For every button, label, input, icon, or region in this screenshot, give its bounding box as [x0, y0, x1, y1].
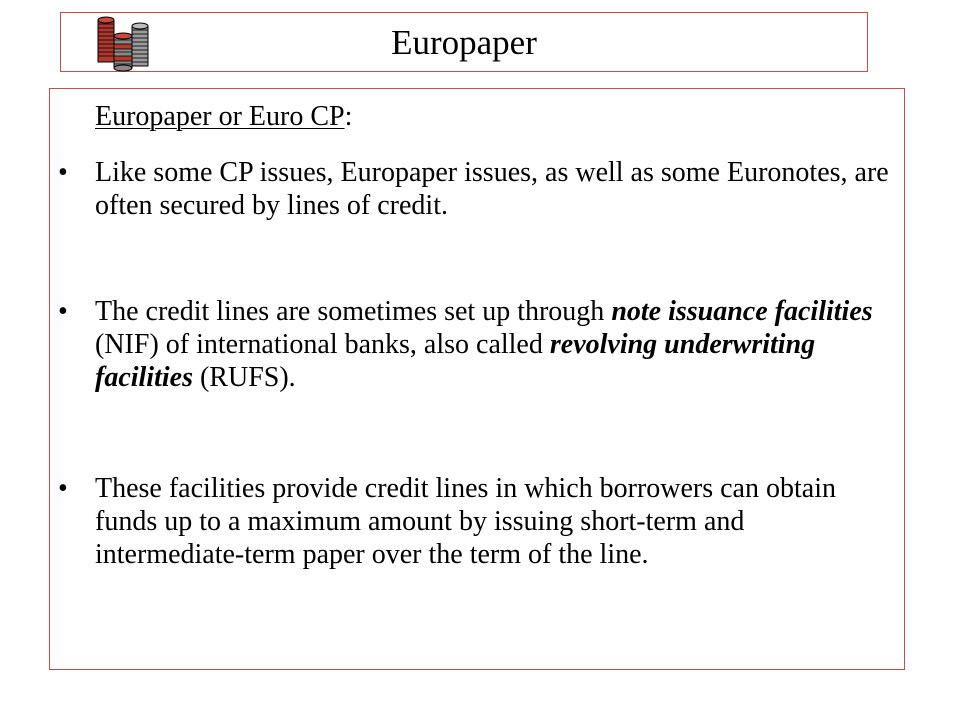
coin-stack-gray	[132, 23, 148, 66]
coin-stack-mixed	[114, 33, 132, 71]
bullet-item-3	[58, 472, 898, 571]
bullet-text	[95, 295, 898, 394]
title-box	[60, 12, 868, 72]
bullet-item-2	[58, 295, 898, 394]
emphasis-term: revolving underwriting facilities	[95, 329, 816, 393]
bullet-text-part: The credit lines are sometimes set up through	[95, 296, 612, 327]
subheading-label: Europaper or Euro CP	[95, 101, 345, 132]
coin-stacks-icon	[92, 14, 156, 72]
slide-title: Europaper	[391, 23, 537, 62]
bullet-marker: •	[58, 296, 68, 327]
bullet-text: These facilities provide credit lines in which borrowers can obtain funds up to a maximum amount by issuing short-term and intermediate-term paper over the term of the line.	[95, 473, 836, 570]
bullet-item-1	[58, 156, 898, 222]
bullet-marker: •	[58, 157, 68, 188]
emphasis-term: note issuance facilities	[611, 296, 873, 327]
subheading	[95, 100, 352, 134]
bullet-marker: •	[58, 473, 68, 504]
bullet-text-part: (NIF) of international banks, also called	[95, 329, 550, 360]
coin-stack-red-tall	[98, 17, 114, 62]
subheading-colon: :	[344, 101, 353, 132]
bullet-text-part: (RUFS).	[192, 362, 296, 393]
bullet-text: Like some CP issues, Europaper issues, as well as some Euronotes, are often secured by lines of credit.	[95, 157, 889, 221]
